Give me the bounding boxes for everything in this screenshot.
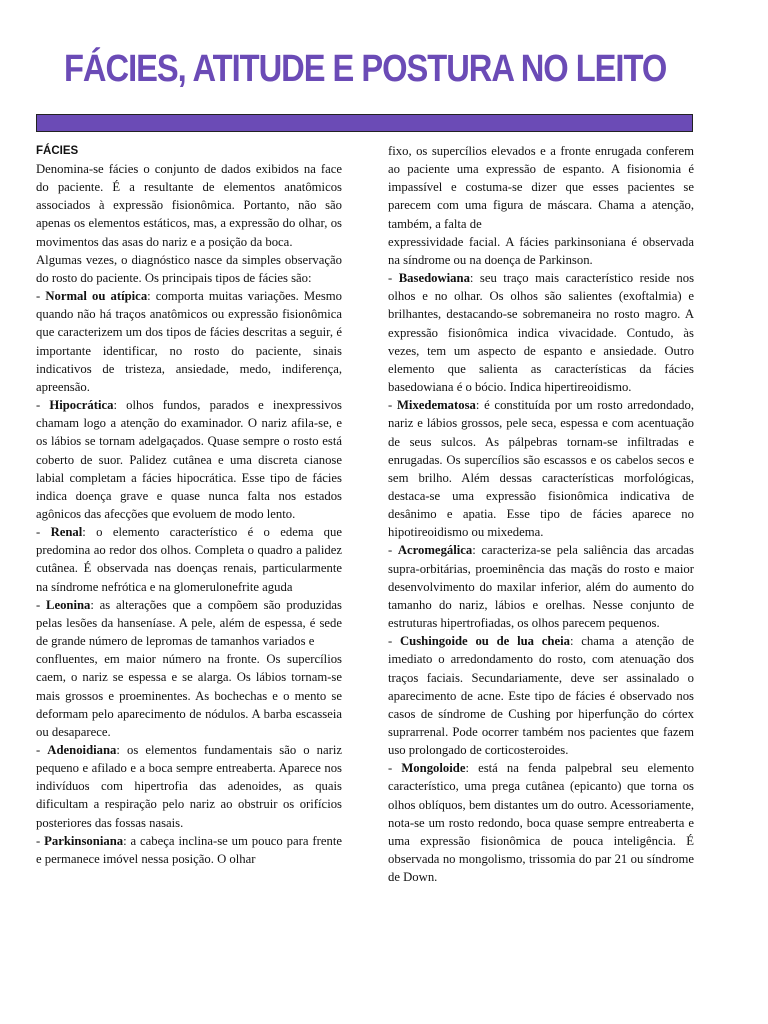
- facies-mongoloide-term: Mongoloide: [401, 761, 466, 776]
- facies-leonina-text: : as alterações que a compõem são produzidas pelas lesões da hanseníase. A pele, além de espessa, é sede de grande número de lepromas de tamanhos variados e: [36, 597, 342, 649]
- facies-renal-text: : o elemento característico é o edema que predomina ao redor dos olhos. Completa o quadro a palidez cutânea. É observada nas doenças renais, particularmente na síndrome nefrótica e na glomerulonefrite aguda: [36, 525, 342, 594]
- facies-acromegalica-text: : caracteriza-se pela saliência das arcadas supra-orbitárias, proeminência das maçãs do rosto e maior desenvolvimento do maxilar inferior, além do aumento do tamanho do nariz, lábios e orelhas. Nesse conjunto de estruturas hipertrofiadas, os olhos parecem pequenos.: [388, 543, 694, 631]
- intro-paragraph: Denomina-se fácies o conjunto de dados exibidos na face do paciente. É a resultante de elementos anatômicos associados à expressão fisionômica. Portanto, não são apenas os elementos estáticos, mas, a expressão do olhar, os movimentos das asas do nariz e a posição da boca.: [36, 162, 342, 249]
- facies-hipocratica-term: Hipocrática: [49, 398, 114, 413]
- facies-parkinsoniana: - Parkinsoniana: a cabeça inclina-se um pouco para frente e permanece imóvel nessa posição. O olhar: [36, 833, 342, 866]
- facies-mixedematosa: - Mixedematosa: é constituída por um rosto arredondado, nariz e lábios grossos, pele seca, espessa e com acentuação de seus sulcos. As pálpebras tornam-se infiltradas e enrugadas. Os supercílios são escassos e os cabelos secos e sem brilho. Além dessas características morfológicas, destaca-se uma expressão fisionômica indicativa de desânimo e apatia. Esse tipo de fácies aparece no hipotireoidismo ou mixedema.: [388, 398, 694, 540]
- facies-mongoloide: - Mongoloide: está na fenda palpebral seu elemento característico, uma prega cutânea (epicanto) que torna os olhos oblíquos, bem distantes um do outro. Acessoriamente, nota-se um rosto redondo, boca quase sempre entreaberta e uma expressão fisionômica de pouca inteligência. É observada no mongolismo, trissomia do par 21 ou síndrome de Down.: [388, 761, 694, 885]
- facies-parkinsoniana-continued-2: expressividade facial. A fácies parkinsoniana é observada na síndrome ou na doença de Parkinson.: [388, 234, 694, 267]
- facies-hipocratica: - Hipocrática: olhos fundos, parados e inexpressivos chamam logo a atenção do examinador. O nariz afila-se, e os lábios se tornam adelgaçados. Quase sempre o rosto está coberto de suor. Palidez cutânea e uma discreta cianose labial completam a fácies hipocrática. Esse tipo de fácies indica doença grave e quase nunca falta nos estados agônicos das afecções que evoluem de modo lento.: [36, 398, 342, 521]
- facies-basedowiana-text: : seu traço mais característico reside nos olhos e no olhar. Os olhos são salientes (exoftalmia) e brilhantes, destacando-se sobremaneira no rosto magro. A expressão fisionômica indica vivacidade. Contudo, às vezes, tem um aspecto de espanto e ansiedade. Outro elemento que salienta as características da fácies basedowiana é o bócio. Indica hipertireoidismo.: [388, 271, 695, 395]
- facies-leonina-continued: confluentes, em maior número na fronte. Os supercílios caem, o nariz se espessa e se alarga. Os lábios tornam-se mais grossos e proeminentes. As bochechas e o mento se deformam pelo aparecimento de nódulos. A barba escasseia ou desaparece.: [36, 652, 342, 739]
- facies-basedowiana: - Basedowiana: seu traço mais característico reside nos olhos e no olhar. Os olhos são salientes (exoftalmia) e brilhantes, destacando-se sobremaneira no rosto magro. A expressão fisionômica indica vivacidade. Contudo, às vezes, tem um aspecto de espanto e ansiedade. Outro elemento que salienta as características da fácies basedowiana é o bócio. Indica hipertireoidismo.: [388, 271, 695, 395]
- facies-adenoidiana-text: : os elementos fundamentais são o nariz pequeno e afilado e a boca sempre entreaberta. Aparece nos indivíduos com hipertrofia das adenoides, as quais dificultam a respiração pelo nariz ao obstruir os orifícios posteriores das fossas nasais.: [36, 743, 342, 830]
- facies-cushingoide: - Cushingoide ou de lua cheia: chama a atenção de imediato o arredondamento do rosto, com atenuação dos traços faciais. Secundariamente, deve ser assinalado o aparecimento de acne. Este tipo de fácies é observado nos casos de síndrome de Cushing por hiperfunção do córtex suprarrenal. Pode ocorrer também nos pacientes que fazem uso prolongado de corticosteroides.: [388, 634, 694, 758]
- facies-cushingoide-text: : chama a atenção de imediato o arredondamento do rosto, com atenuação dos traços faciais. Secundariamente, deve ser assinalado o aparecimento de acne. Este tipo de fácies é observado nos casos de síndrome de Cushing por hiperfunção do córtex suprarrenal. Pode ocorrer também nos pacientes que fazem uso prolongado de corticosteroides.: [388, 634, 694, 758]
- facies-adenoidiana-term: Adenoidiana: [47, 743, 117, 757]
- facies-mixedematosa-text: : é constituída por um rosto arredondado, nariz e lábios grossos, pele seca, espessa e com acentuação de seus sulcos. As pálpebras tornam-se infiltradas e enrugadas. Os supercílios são escassos e os cabelos secos e sem brilho. Além dessas características morfológicas, destaca-se uma expressão fisionômica indicativa de desânimo e apatia. Esse tipo de fácies aparece no hipotireoidismo ou mixedema.: [388, 398, 694, 540]
- facies-normal-term: Normal ou atípica: [45, 289, 148, 304]
- facies-parkinsoniana-continued: fixo, os supercílios elevados e a fronte enrugada conferem ao paciente uma expressão de espanto. A fisionomia é impassível e costuma-se dizer que esses pacientes se parecem com uma figura de máscara. Chama a atenção, também, a falta de: [388, 144, 694, 231]
- facies-renal: - Renal: o elemento característico é o edema que predomina ao redor dos olhos. Completa o quadro a palidez cutânea. É observada nas doenças renais, particularmente na síndrome nefrótica e na glomerulonefrite aguda: [36, 525, 342, 594]
- facies-leonina-term: Leonina: [45, 597, 91, 612]
- facies-cushingoide-term: Cushingoide ou de lua cheia: [400, 634, 570, 649]
- facies-acromegalica-term: Acromegálica: [397, 543, 473, 558]
- facies-basedowiana-term: Basedowiana: [398, 271, 470, 286]
- facies-acromegalica: - Acromegálica: caracteriza-se pela saliência das arcadas supra-orbitárias, proeminência das maçãs do rosto e maior desenvolvimento do maxilar inferior, além do aumento do tamanho do nariz, lábios e orelhas. Nesse conjunto de estruturas hipertrofiadas, os olhos parecem pequenos.: [388, 543, 694, 631]
- right-column: [388, 142, 694, 886]
- facies-mixedematosa-term: Mixedematosa: [396, 398, 476, 413]
- page-title: FÁCIES, ATITUDE E POSTURA NO LEITO: [64, 48, 667, 90]
- facies-normal: - Normal ou atípica: comporta muitas variações. Mesmo quando não há traços anatômicos ou expressão fisionômica que caracterizem um dos tipos de fácies descritas a seguir, é importante identificar, no rosto do paciente, sinais indicativos de tristeza, ansiedade, medo, indiferença, apreensão.: [36, 289, 342, 394]
- facies-normal-text: : comporta muitas variações. Mesmo quando não há traços anatômicos ou expressão fisionômica que caracterizem um dos tipos de fácies descritas a seguir, é importante identificar, no rosto do paciente, sinais indicativos de tristeza, ansiedade, medo, indiferença, apreensão.: [36, 289, 342, 394]
- facies-parkinsoniana-text: : a cabeça inclina-se um pouco para frente e permanece imóvel nessa posição. O olhar: [36, 833, 342, 866]
- facies-hipocratica-text: : olhos fundos, parados e inexpressivos chamam logo a atenção do examinador. O nariz afila-se, e os lábios se tornam adelgaçados. Quase sempre o rosto está coberto de suor. Palidez cutânea e uma discreta cianose labial completam a fácies hipocrática. Esse tipo de fácies indica doença grave e quase nunca falta nos estados agônicos das afecções que evoluem de modo lento.: [36, 398, 342, 521]
- facies-adenoidiana: - Adenoidiana: os elementos fundamentais são o nariz pequeno e afilado e a boca sempre entreaberta. Aparece nos indivíduos com hipertrofia das adenoides, as quais dificultam a respiração pelo nariz ao obstruir os orifícios posteriores das fossas nasais.: [36, 743, 342, 830]
- facies-mongoloide-text: : está na fenda palpebral seu elemento característico, uma prega cutânea (epicanto) que torna os olhos oblíquos, bem distantes um do outro. Acessoriamente, nota-se um rosto redondo, boca quase sempre entreaberta e uma expressão fisionômica de pouca inteligência. É observada no mongolismo, trissomia do par 21 ou síndrome de Down.: [388, 761, 694, 885]
- facies-renal-term: Renal: [50, 525, 83, 540]
- left-column: [36, 142, 342, 868]
- facies-parkinsoniana-term: Parkinsoniana: [44, 833, 124, 848]
- title-divider-bar: [36, 114, 693, 132]
- intro-paragraph-2: Algumas vezes, o diagnóstico nasce da simples observação do rosto do paciente. Os principais tipos de fácies são:: [36, 252, 342, 285]
- section-heading: FÁCIES: [36, 145, 79, 157]
- facies-leonina: - Leonina: as alterações que a compõem são produzidas pelas lesões da hanseníase. A pele, além de espessa, é sede de grande número de lepromas de tamanhos variados e: [36, 597, 342, 649]
